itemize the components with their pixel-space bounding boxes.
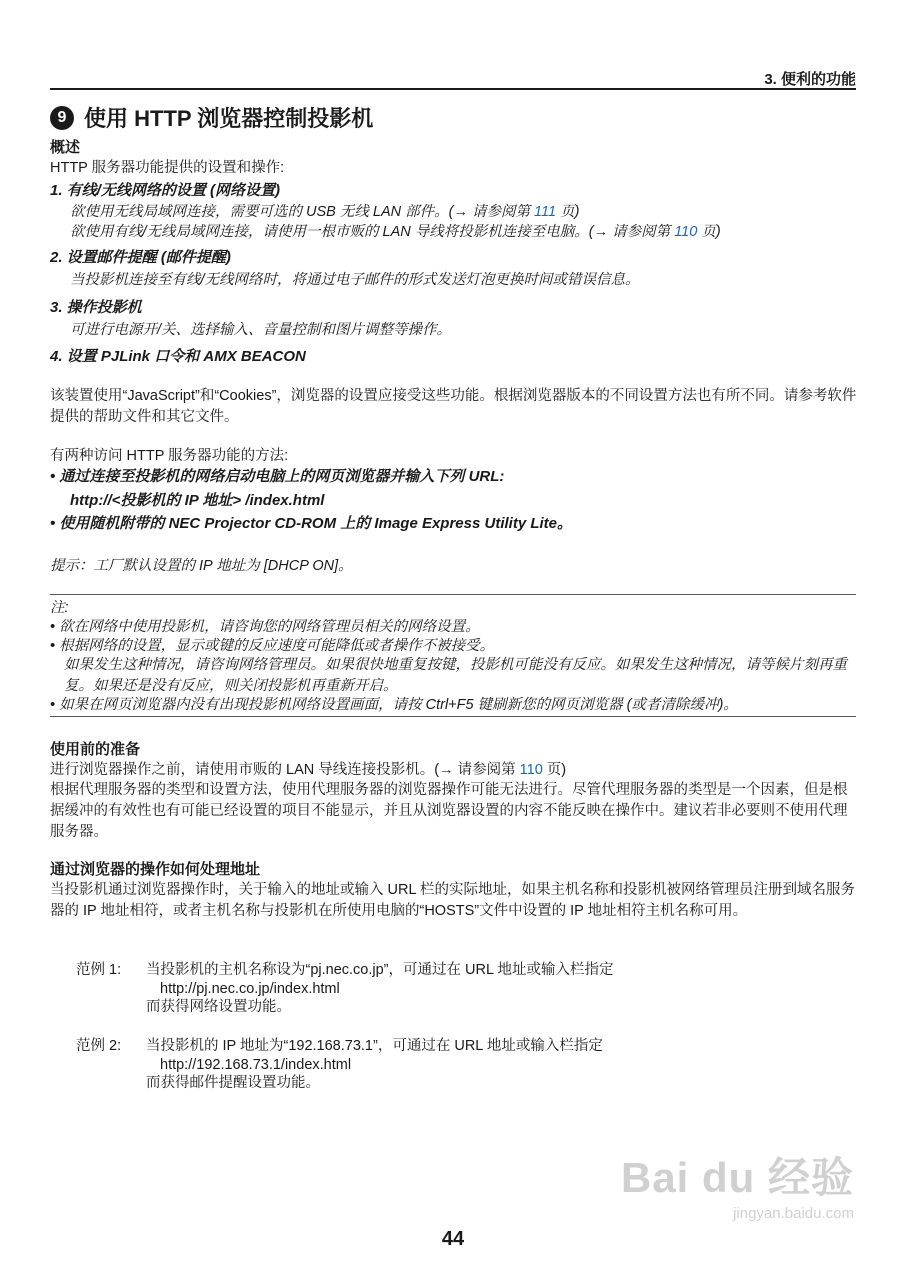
item-1-line-2-text: 欲使用有线/无线局域网连接，请使用一根市贩的 LAN 导线将投影机连接至电脑。(→ 请参阅第: [70, 224, 675, 240]
hint: 提示：工厂默认设置的 IP 地址为 [DHCP ON]。: [50, 558, 353, 574]
overview-heading: 概述: [50, 139, 81, 156]
example-1-end: 而获得网络设置功能。: [146, 999, 291, 1015]
section-title-text: 使用 HTTP 浏览器控制投影机: [84, 106, 374, 131]
access-method-2: • 使用随机附带的 NEC Projector CD-ROM 上的 Image Express Utility Lite。: [50, 515, 572, 532]
notes-bottom-rule: [50, 716, 856, 717]
prep-line-1-end: 页): [542, 762, 567, 778]
watermark-url: jingyan.baidu.com: [733, 1205, 854, 1222]
example-1-text: 当投影机的主机名称设为“pj.nec.co.jp”，可通过在 URL 地址或输入栏指定: [146, 962, 614, 978]
watermark: [621, 1145, 854, 1222]
prep-line-2: 根据代理服务器的类型和设置方法，使用代理服务器的浏览器操作可能无法进行。尽管代理服务器的类型是一个因素，但是根据缓冲的有效性也有可能已经设置的项目不能显示，并且从浏览器设置的内容不能反映在操作中。建议若非必要则不使用代理服务器。: [50, 782, 848, 840]
page-link-110-b[interactable]: 110: [519, 762, 543, 778]
item-1-line-1-end: 页): [556, 204, 580, 220]
page-link-110-a[interactable]: 110: [674, 224, 698, 240]
example-2-text: 当投影机的 IP 地址为“192.168.73.1”，可通过在 URL 地址或输入栏指定: [146, 1038, 603, 1054]
address-body: 当投影机通过浏览器操作时，关于输入的地址或输入 URL 栏的实际地址，如果主机名称和投影机被网络管理员注册到域名服务器的 IP 地址相符，或者主机名称与投影机在所使用电脑的“HOSTS”文件中设置的 IP 地址相符主机名称可用。: [50, 882, 856, 919]
item-3-title: 3. 操作投影机: [50, 299, 142, 316]
example-2-url: http://192.168.73.1/index.html: [160, 1057, 352, 1073]
prep-line-1: [50, 760, 858, 781]
example-2-label: 范例 2:: [76, 1038, 122, 1054]
notes-label: 注:: [50, 600, 69, 616]
chapter-label: 3. 便利的功能: [764, 71, 856, 88]
prep-heading: 使用前的准备: [50, 741, 141, 758]
javascript-note: 该装置使用“JavaScript”和“Cookies”，浏览器的设置应接受这些功能。根据浏览器版本的不同设置方法也有所不同。请参考软件提供的帮助文件和其它文件。: [50, 388, 857, 425]
item-3-desc: 可进行电源开/关、选择输入、音量控制和图片调整等操作。: [70, 322, 452, 338]
item-1-line-1: [70, 202, 860, 223]
item-2-title: 2. 设置邮件提醒 (邮件提醒): [50, 249, 231, 266]
item-1-line-1-text: 欲使用无线局域网连接，需要可选的 USB 无线 LAN 部件。(→ 请参阅第: [70, 204, 535, 220]
note-1: • 欲在网络中使用投影机，请咨询您的网络管理员相关的网络设置。: [50, 619, 480, 635]
access-method-1: • 通过连接至投影机的网络启动电脑上的网页浏览器并输入下列 URL:: [50, 468, 505, 485]
access-intro: 有两种访问 HTTP 服务器功能的方法:: [50, 448, 289, 464]
overview-intro: HTTP 服务器功能提供的设置和操作:: [50, 160, 285, 176]
section-number-badge: 9: [50, 106, 74, 130]
header-rule: [50, 88, 856, 90]
item-1-line-2: [70, 222, 860, 243]
example-1-url: http://pj.nec.co.jp/index.html: [160, 981, 340, 997]
item-1-line-2-end: 页): [697, 224, 721, 240]
note-2: • 根据网络的设置，显示或键的反应速度可能降低或者操作不被接受。: [50, 638, 495, 654]
page-link-111[interactable]: 111: [534, 204, 557, 220]
section-title: [50, 102, 373, 133]
notes-top-rule: [50, 594, 856, 595]
address-heading: 通过浏览器的操作如何处理地址: [50, 861, 261, 878]
item-4-title: 4. 设置 PJLink 口令和 AMX BEACON: [50, 348, 306, 365]
access-url: http://<投影机的 IP 地址> /index.html: [70, 492, 325, 509]
watermark-brand: Bai du 经验: [620, 1154, 854, 1201]
note-3: • 如果在网页浏览器内没有出现投影机网络设置画面，请按 Ctrl+F5 键刷新您的网页浏览器 (或者清除缓冲)。: [50, 697, 738, 713]
prep-line-1-text: 进行浏览器操作之前，请使用市贩的 LAN 导线连接投影机。(→ 请参阅第: [50, 762, 520, 778]
page-number: 44: [441, 1228, 465, 1250]
example-2-end: 而获得邮件提醒设置功能。: [146, 1075, 320, 1091]
item-2-desc: 当投影机连接至有线/无线网络时，将通过电子邮件的形式发送灯泡更换时间或错误信息。: [70, 272, 640, 288]
example-1-label: 范例 1:: [76, 962, 122, 978]
note-2-detail: 如果发生这种情况，请咨询网络管理员。如果很快地重复按键，投影机可能没有反应。如果发生这种情况，请等候片刻再重复。如果还是没有反应，则关闭投影机再重新开启。: [64, 657, 847, 694]
item-1-title: 1. 有线/无线网络的设置 (网络设置): [50, 182, 281, 199]
